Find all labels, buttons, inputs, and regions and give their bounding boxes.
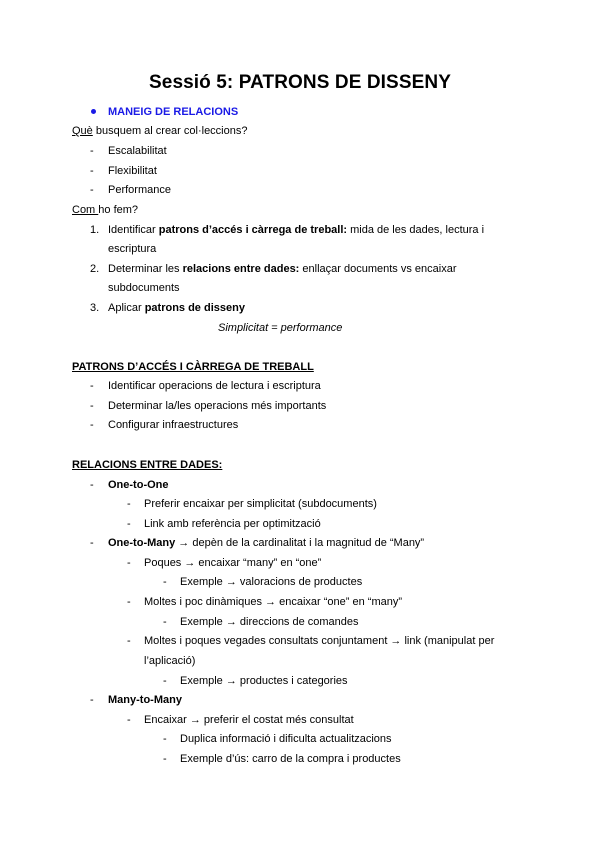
many-to-many-label: Many-to-Many (108, 694, 182, 706)
dash: - (127, 596, 131, 608)
list-item: Identificar operacions de lectura i escriptura (108, 380, 321, 392)
list-item-continuation: l’aplicació) (144, 655, 196, 667)
one-to-many-heading (108, 536, 424, 550)
step-number: 2. (90, 263, 100, 275)
dash: - (163, 753, 167, 765)
dash: - (163, 616, 167, 628)
list-item: Performance (108, 184, 171, 196)
one-to-many-desc: → depèn de la cardinalitat i la magnitud de “Many” (175, 537, 425, 549)
dash: - (127, 635, 131, 647)
dash: - (90, 165, 94, 177)
step-1 (108, 223, 484, 237)
question-how-keyword: Com (72, 204, 99, 216)
one-to-one-heading (108, 478, 169, 492)
section-heading-relacions: RELACIONS ENTRE DADES: (72, 459, 223, 471)
formula: Simplicitat = performance (218, 322, 343, 334)
step-3-bold: patrons de disseny (144, 302, 245, 314)
step-1-pre: Identificar (108, 224, 159, 236)
step-number: 3. (90, 302, 100, 314)
list-item: Encaixar → preferir el costat més consultat (144, 714, 354, 726)
dash: - (127, 518, 131, 530)
step-2-post: enllaçar documents vs encaixar (299, 263, 457, 275)
question-what-text: busquem al crear col·leccions? (92, 125, 248, 137)
page-title: Sessió 5: PATRONS DE DISSENY (149, 72, 451, 93)
list-item: Determinar la/les operacions més importants (108, 400, 327, 412)
dash: - (90, 380, 94, 392)
list-item: Exemple → direccions de comandes (180, 616, 359, 628)
list-item: Exemple d’ús: carro de la compra i productes (180, 753, 401, 765)
dash: - (90, 400, 94, 412)
question-what-keyword: Què (72, 125, 93, 137)
list-item: Exemple → valoracions de productes (180, 576, 363, 588)
dash: - (127, 714, 131, 726)
list-item: Moltes i poc dinàmiques → encaixar “one” en “many” (144, 596, 403, 608)
step-2 (108, 262, 457, 276)
dash: - (127, 498, 131, 510)
step-number: 1. (90, 224, 100, 236)
section-heading-patrons: PATRONS D’ACCÉS I CÀRREGA DE TREBALL (72, 361, 314, 373)
question-what (72, 124, 247, 138)
section-heading-maneig: MANEIG DE RELACIONS (108, 106, 239, 118)
list-item: Exemple → productes i categories (180, 675, 348, 687)
step-2-bold: relacions entre dades: (182, 263, 300, 275)
list-item: Poques → encaixar “many” en “one” (144, 557, 322, 569)
dash: - (90, 419, 94, 431)
list-item: Flexibilitat (108, 165, 157, 177)
dash: - (127, 557, 131, 569)
step-3 (108, 301, 245, 315)
list-item: Link amb referència per optimització (144, 518, 321, 530)
dash: - (163, 675, 167, 687)
list-item: Configurar infraestructures (108, 419, 239, 431)
step-3-pre: Aplicar (108, 302, 145, 314)
dash: - (163, 576, 167, 588)
dash: - (90, 184, 94, 196)
many-to-many-heading (108, 693, 182, 707)
step-2-continuation: subdocuments (108, 282, 180, 294)
step-2-pre: Determinar les (108, 263, 183, 275)
one-to-one-label: One-to-One (108, 479, 169, 491)
step-1-post: mida de les dades, lectura i (347, 224, 485, 236)
dash: - (90, 145, 94, 157)
list-item: Preferir encaixar per simplicitat (subdocuments) (144, 498, 377, 510)
one-to-many-label: One-to-Many (108, 537, 176, 549)
question-how (72, 203, 138, 217)
list-item: Duplica informació i dificulta actualitzacions (180, 733, 392, 745)
list-item: Escalabilitat (108, 145, 167, 157)
step-1-bold: patrons d’accés i càrrega de treball: (158, 224, 348, 236)
question-how-text: ho fem? (98, 204, 139, 216)
step-1-continuation: escriptura (108, 243, 157, 255)
dash: - (90, 694, 94, 706)
dash: - (90, 537, 94, 549)
bullet-dot (91, 109, 96, 114)
dash: - (163, 733, 167, 745)
list-item: Moltes i poques vegades consultats conjuntament → link (manipulat per (144, 635, 495, 647)
dash: - (90, 479, 94, 491)
